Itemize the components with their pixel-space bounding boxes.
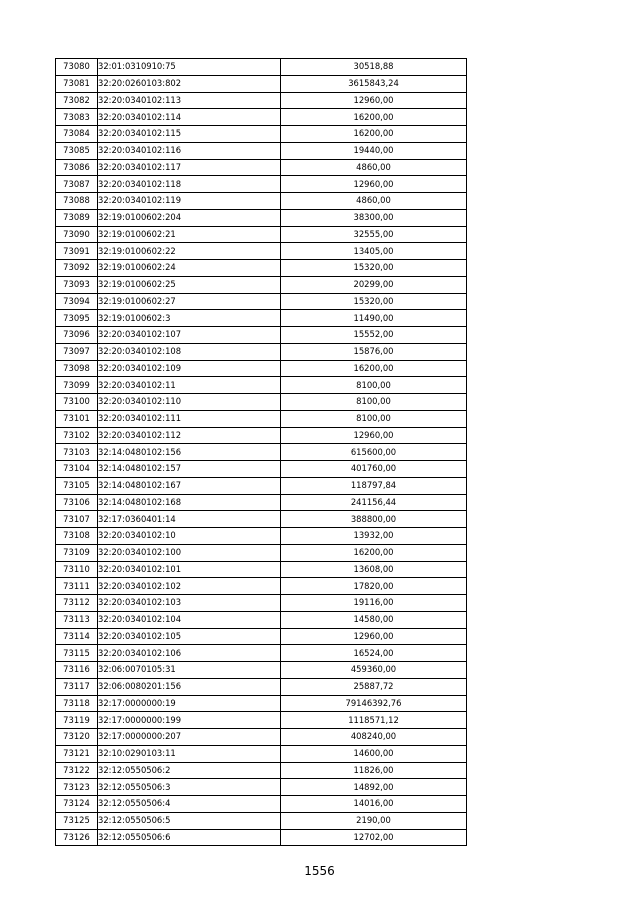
cadastral-value-cell: 15320,00 — [281, 293, 467, 310]
cadastral-value-cell: 401760,00 — [281, 461, 467, 478]
table-row — [56, 444, 467, 461]
cadastral-number-cell: 32:20:0340102:10 — [98, 528, 281, 545]
row-number-cell: 73099 — [56, 377, 98, 394]
table-row — [56, 494, 467, 511]
cadastral-value-cell: 12960,00 — [281, 92, 467, 109]
cadastral-number-cell: 32:20:0340102:102 — [98, 578, 281, 595]
cadastral-value-cell: 12960,00 — [281, 628, 467, 645]
cadastral-number-cell: 32:19:0100602:204 — [98, 209, 281, 226]
cadastral-number-cell: 32:20:0340102:111 — [98, 410, 281, 427]
cadastral-number-cell: 32:20:0340102:114 — [98, 109, 281, 126]
cadastral-number-cell: 32:14:0480102:168 — [98, 494, 281, 511]
row-number-cell: 73090 — [56, 226, 98, 243]
cadastral-value-cell: 4860,00 — [281, 159, 467, 176]
table-row — [56, 796, 467, 813]
row-number-cell: 73117 — [56, 678, 98, 695]
row-number-cell: 73098 — [56, 360, 98, 377]
row-number-cell: 73081 — [56, 75, 98, 92]
table-row — [56, 762, 467, 779]
cadastral-value-cell: 19440,00 — [281, 142, 467, 159]
cadastral-value-cell: 615600,00 — [281, 444, 467, 461]
row-number-cell: 73106 — [56, 494, 98, 511]
cadastral-value-cell: 16200,00 — [281, 126, 467, 143]
row-number-cell: 73086 — [56, 159, 98, 176]
cadastral-number-cell: 32:12:0550506:6 — [98, 829, 281, 846]
cadastral-number-cell: 32:17:0000000:199 — [98, 712, 281, 729]
cadastral-number-cell: 32:06:0070105:31 — [98, 662, 281, 679]
cadastral-value-cell: 4860,00 — [281, 193, 467, 210]
cadastral-number-cell: 32:20:0340102:104 — [98, 611, 281, 628]
cadastral-number-cell: 32:20:0340102:115 — [98, 126, 281, 143]
cadastral-value-cell: 14580,00 — [281, 611, 467, 628]
cadastral-number-cell: 32:17:0000000:19 — [98, 695, 281, 712]
table-row — [56, 276, 467, 293]
row-number-cell: 73096 — [56, 327, 98, 344]
table-row — [56, 327, 467, 344]
table-row — [56, 343, 467, 360]
cadastral-number-cell: 32:20:0340102:119 — [98, 193, 281, 210]
row-number-cell: 73097 — [56, 343, 98, 360]
cadastral-value-cell: 11490,00 — [281, 310, 467, 327]
cadastral-value-cell: 8100,00 — [281, 394, 467, 411]
row-number-cell: 73120 — [56, 729, 98, 746]
table-row — [56, 193, 467, 210]
table-row — [56, 578, 467, 595]
cadastral-number-cell: 32:20:0340102:116 — [98, 142, 281, 159]
cadastral-value-cell: 32555,00 — [281, 226, 467, 243]
page-number: 1556 — [304, 864, 335, 878]
cadastral-value-table — [55, 58, 467, 846]
cadastral-value-cell: 1118571,12 — [281, 712, 467, 729]
table-row — [56, 260, 467, 277]
cadastral-value-cell: 38300,00 — [281, 209, 467, 226]
row-number-cell: 73088 — [56, 193, 98, 210]
cadastral-number-cell: 32:14:0480102:156 — [98, 444, 281, 461]
cadastral-number-cell: 32:20:0260103:802 — [98, 75, 281, 92]
cadastral-value-cell: 30518,88 — [281, 59, 467, 76]
row-number-cell: 73087 — [56, 176, 98, 193]
cadastral-value-cell: 11826,00 — [281, 762, 467, 779]
cadastral-number-cell: 32:20:0340102:108 — [98, 343, 281, 360]
table-row — [56, 645, 467, 662]
row-number-cell: 73110 — [56, 561, 98, 578]
cadastral-value-cell: 25887,72 — [281, 678, 467, 695]
cadastral-value-cell: 3615843,24 — [281, 75, 467, 92]
table-row — [56, 628, 467, 645]
table-row — [56, 377, 467, 394]
cadastral-number-cell: 32:20:0340102:117 — [98, 159, 281, 176]
cadastral-number-cell: 32:14:0480102:167 — [98, 477, 281, 494]
table-row — [56, 812, 467, 829]
cadastral-value-cell: 16524,00 — [281, 645, 467, 662]
cadastral-value-cell: 79146392,76 — [281, 695, 467, 712]
table-row — [56, 226, 467, 243]
row-number-cell: 73109 — [56, 544, 98, 561]
cadastral-number-cell: 32:20:0340102:113 — [98, 92, 281, 109]
cadastral-value-cell: 16200,00 — [281, 360, 467, 377]
cadastral-value-cell: 12960,00 — [281, 176, 467, 193]
cadastral-value-cell: 15320,00 — [281, 260, 467, 277]
cadastral-number-cell: 32:10:0290103:11 — [98, 745, 281, 762]
cadastral-number-cell: 32:20:0340102:103 — [98, 595, 281, 612]
table-row — [56, 829, 467, 846]
cadastral-number-cell: 32:20:0340102:107 — [98, 327, 281, 344]
table-row — [56, 528, 467, 545]
row-number-cell: 73114 — [56, 628, 98, 645]
row-number-cell: 73107 — [56, 511, 98, 528]
cadastral-number-cell: 32:14:0480102:157 — [98, 461, 281, 478]
table-row — [56, 461, 467, 478]
cadastral-value-cell: 13405,00 — [281, 243, 467, 260]
cadastral-number-cell: 32:19:0100602:3 — [98, 310, 281, 327]
cadastral-value-cell: 15876,00 — [281, 343, 467, 360]
cadastral-value-cell: 19116,00 — [281, 595, 467, 612]
cadastral-value-cell: 20299,00 — [281, 276, 467, 293]
table-row — [56, 544, 467, 561]
table-row — [56, 745, 467, 762]
cadastral-value-cell: 14016,00 — [281, 796, 467, 813]
table-row — [56, 695, 467, 712]
table-row — [56, 176, 467, 193]
table-row — [56, 410, 467, 427]
table-row — [56, 779, 467, 796]
cadastral-value-cell: 8100,00 — [281, 377, 467, 394]
row-number-cell: 73104 — [56, 461, 98, 478]
row-number-cell: 73095 — [56, 310, 98, 327]
table-row — [56, 126, 467, 143]
table-row — [56, 712, 467, 729]
cadastral-value-cell: 408240,00 — [281, 729, 467, 746]
cadastral-value-cell: 459360,00 — [281, 662, 467, 679]
row-number-cell: 73115 — [56, 645, 98, 662]
cadastral-value-cell: 12960,00 — [281, 427, 467, 444]
cadastral-number-cell: 32:12:0550506:2 — [98, 762, 281, 779]
row-number-cell: 73121 — [56, 745, 98, 762]
cadastral-number-cell: 32:20:0340102:100 — [98, 544, 281, 561]
cadastral-number-cell: 32:20:0340102:11 — [98, 377, 281, 394]
table-row — [56, 159, 467, 176]
table-body — [56, 59, 467, 846]
row-number-cell: 73112 — [56, 595, 98, 612]
table-row — [56, 92, 467, 109]
cadastral-number-cell: 32:20:0340102:105 — [98, 628, 281, 645]
cadastral-number-cell: 32:06:0080201:156 — [98, 678, 281, 695]
row-number-cell: 73100 — [56, 394, 98, 411]
row-number-cell: 73108 — [56, 528, 98, 545]
row-number-cell: 73119 — [56, 712, 98, 729]
row-number-cell: 73122 — [56, 762, 98, 779]
cadastral-number-cell: 32:19:0100602:22 — [98, 243, 281, 260]
table-row — [56, 477, 467, 494]
cadastral-number-cell: 32:17:0000000:207 — [98, 729, 281, 746]
row-number-cell: 73093 — [56, 276, 98, 293]
cadastral-number-cell: 32:20:0340102:109 — [98, 360, 281, 377]
row-number-cell: 73082 — [56, 92, 98, 109]
cadastral-number-cell: 32:20:0340102:101 — [98, 561, 281, 578]
cadastral-number-cell: 32:12:0550506:4 — [98, 796, 281, 813]
table-row — [56, 142, 467, 159]
cadastral-number-cell: 32:19:0100602:25 — [98, 276, 281, 293]
row-number-cell: 73125 — [56, 812, 98, 829]
cadastral-value-cell: 388800,00 — [281, 511, 467, 528]
table-row — [56, 511, 467, 528]
cadastral-value-cell: 16200,00 — [281, 109, 467, 126]
row-number-cell: 73083 — [56, 109, 98, 126]
row-number-cell: 73102 — [56, 427, 98, 444]
table-row — [56, 243, 467, 260]
row-number-cell: 73111 — [56, 578, 98, 595]
table-row — [56, 729, 467, 746]
table-row — [56, 662, 467, 679]
cadastral-number-cell: 32:20:0340102:118 — [98, 176, 281, 193]
row-number-cell: 73091 — [56, 243, 98, 260]
cadastral-value-cell: 13608,00 — [281, 561, 467, 578]
cadastral-number-cell: 32:12:0550506:5 — [98, 812, 281, 829]
row-number-cell: 73094 — [56, 293, 98, 310]
table-row — [56, 75, 467, 92]
cadastral-number-cell: 32:20:0340102:110 — [98, 394, 281, 411]
cadastral-value-cell: 14892,00 — [281, 779, 467, 796]
cadastral-value-cell: 13932,00 — [281, 528, 467, 545]
row-number-cell: 73092 — [56, 260, 98, 277]
cadastral-value-cell: 2190,00 — [281, 812, 467, 829]
row-number-cell: 73118 — [56, 695, 98, 712]
row-number-cell: 73116 — [56, 662, 98, 679]
cadastral-value-cell: 118797,84 — [281, 477, 467, 494]
row-number-cell: 73080 — [56, 59, 98, 76]
row-number-cell: 73089 — [56, 209, 98, 226]
cadastral-value-cell: 17820,00 — [281, 578, 467, 595]
row-number-cell: 73124 — [56, 796, 98, 813]
table-row — [56, 310, 467, 327]
cadastral-value-cell: 14600,00 — [281, 745, 467, 762]
table-row — [56, 611, 467, 628]
table-row — [56, 394, 467, 411]
table-row — [56, 427, 467, 444]
cadastral-number-cell: 32:19:0100602:27 — [98, 293, 281, 310]
cadastral-value-cell: 12702,00 — [281, 829, 467, 846]
cadastral-value-cell: 15552,00 — [281, 327, 467, 344]
table-row — [56, 561, 467, 578]
cadastral-number-cell: 32:17:0360401:14 — [98, 511, 281, 528]
cadastral-number-cell: 32:20:0340102:112 — [98, 427, 281, 444]
table-row — [56, 109, 467, 126]
table-row — [56, 59, 467, 76]
row-number-cell: 73126 — [56, 829, 98, 846]
row-number-cell: 73103 — [56, 444, 98, 461]
table-row — [56, 360, 467, 377]
cadastral-number-cell: 32:20:0340102:106 — [98, 645, 281, 662]
row-number-cell: 73101 — [56, 410, 98, 427]
cadastral-number-cell: 32:19:0100602:21 — [98, 226, 281, 243]
row-number-cell: 73084 — [56, 126, 98, 143]
row-number-cell: 73105 — [56, 477, 98, 494]
table-row — [56, 678, 467, 695]
row-number-cell: 73113 — [56, 611, 98, 628]
cadastral-number-cell: 32:12:0550506:3 — [98, 779, 281, 796]
row-number-cell: 73085 — [56, 142, 98, 159]
cadastral-number-cell: 32:19:0100602:24 — [98, 260, 281, 277]
table-row — [56, 293, 467, 310]
cadastral-value-cell: 8100,00 — [281, 410, 467, 427]
table-row — [56, 209, 467, 226]
cadastral-number-cell: 32:01:0310910:75 — [98, 59, 281, 76]
table-row — [56, 595, 467, 612]
cadastral-value-cell: 241156,44 — [281, 494, 467, 511]
cadastral-value-cell: 16200,00 — [281, 544, 467, 561]
row-number-cell: 73123 — [56, 779, 98, 796]
